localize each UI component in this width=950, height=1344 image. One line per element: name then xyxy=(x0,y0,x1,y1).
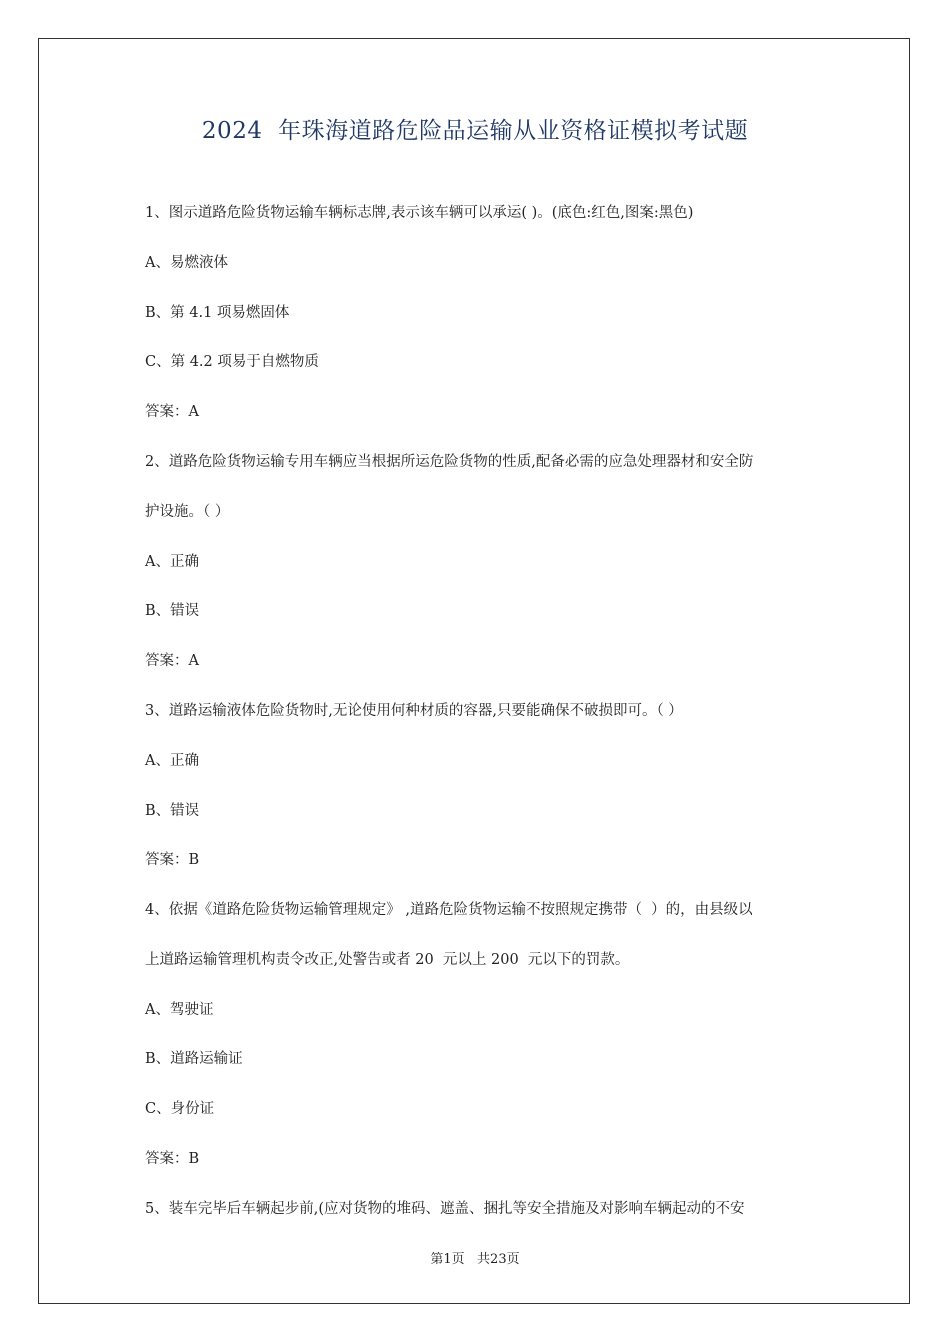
question-2-option-a: A、正确 xyxy=(145,554,199,570)
question-4-option-a: A、驾驶证 xyxy=(145,1002,214,1018)
question-1-answer: 答案：A xyxy=(145,404,199,420)
question-4-stem: 4、依据《道路危险货物运输管理规定》 ,道路危险货物运输不按照规定携带（ ）的，由县级以 xyxy=(145,902,753,918)
page-footer: 第1页 共23页 xyxy=(430,1252,520,1267)
question-2-answer: 答案：A xyxy=(145,653,199,669)
question-2-stem-cont: 护设施。（ ） xyxy=(145,504,230,520)
page-title: 2024 年珠海道路危险品运输从业资格证模拟考试题 xyxy=(201,118,749,144)
question-2-option-b: B、错误 xyxy=(145,603,200,619)
question-4-stem-cont: 上道路运输管理机构责令改正,处警告或者 20 元以上 200 元以下的罚款。 xyxy=(145,952,630,968)
question-2-stem: 2、道路危险货物运输专用车辆应当根据所运危险货物的性质,配备必需的应急处理器材和安全防 xyxy=(145,454,754,470)
question-1-option-a: A、易燃液体 xyxy=(145,255,228,271)
question-3-stem: 3、道路运输液体危险货物时,无论使用何种材质的容器,只要能确保不破损即可。（ ） xyxy=(145,703,683,719)
question-4-answer: 答案：B xyxy=(145,1151,200,1167)
question-1-option-b: B、第 4.1 项易燃固体 xyxy=(145,305,290,321)
question-1-option-c: C、第 4.2 项易于自燃物质 xyxy=(145,354,319,370)
question-5-stem: 5、装车完毕后车辆起步前,(应对货物的堆码、遮盖、捆扎等安全措施及对影响车辆起动的不安 xyxy=(145,1201,745,1217)
question-4-option-c: C、身份证 xyxy=(145,1101,215,1117)
question-4-option-b: B、道路运输证 xyxy=(145,1051,243,1067)
question-3-option-b: B、错误 xyxy=(145,803,200,819)
question-1-stem: 1、图示道路危险货物运输车辆标志牌,表示该车辆可以承运( )。(底色:红色,图案:黑色) xyxy=(145,205,694,221)
question-3-answer: 答案：B xyxy=(145,852,200,868)
question-3-option-a: A、正确 xyxy=(145,753,199,769)
